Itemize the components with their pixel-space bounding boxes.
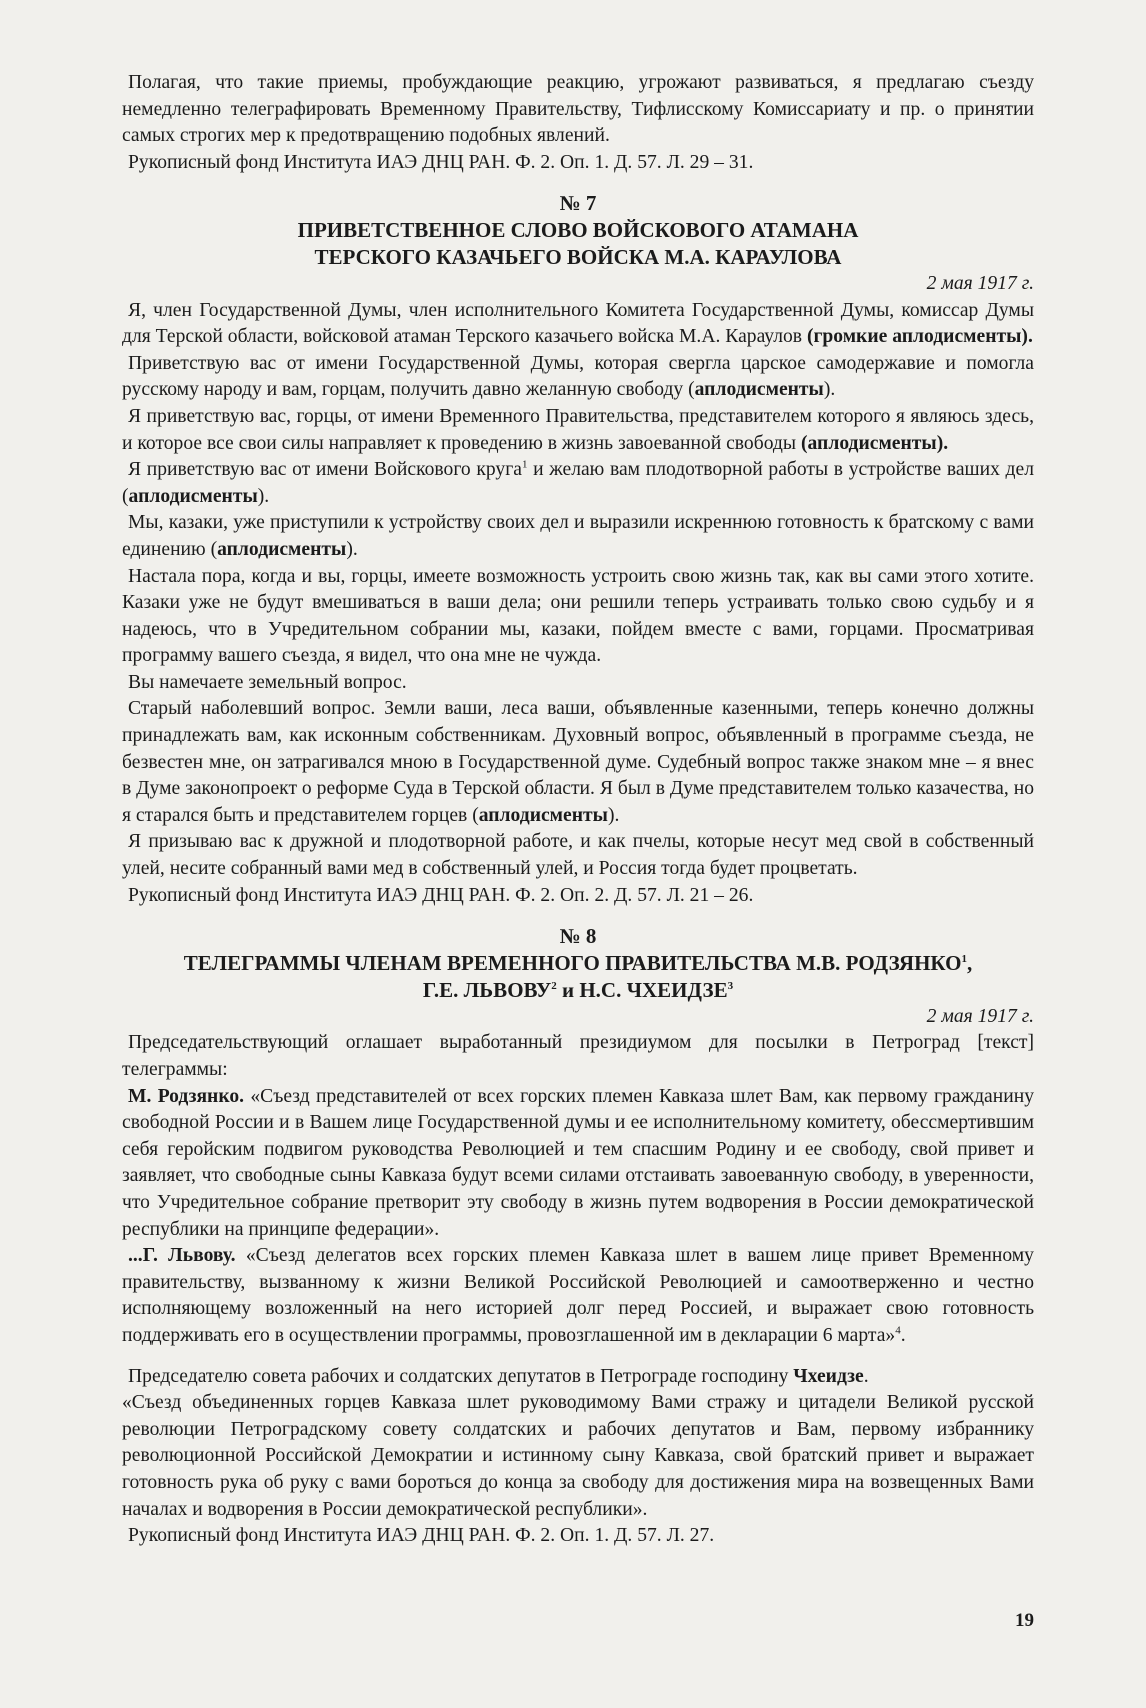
doc7-paragraph: Настала пора, когда и вы, горцы, имеете возможность устроить свою жизнь так, как вы сами этого хотите. Казаки уже не будут вмешиваться в ваши дела; они решили теперь устраивать только свою судьбу и я надеюсь, что в Учредительном собрании мы, казаки, пойдем вместе с вами, горцами. Просматривая программу вашего съезда, я видел, что она мне не чужда.	[122, 565, 1034, 667]
document-8	[122, 923, 1034, 1549]
page-number: 19	[1015, 1610, 1034, 1631]
intro-source-citation: Рукописный фонд Института ИАЭ ДНЦ РАН. Ф. 2. Оп. 1. Д. 57. Л. 29 – 31.	[128, 151, 754, 173]
doc7-paragraph: Я призываю вас к дружной и плодотворной работе, и как пчелы, которые несут мед свой в собственный улей, несите собранный вами мед в собственный улей, и Россия тогда будет процветать.	[122, 831, 1034, 880]
doc7-paragraph: Вы намечаете земельный вопрос.	[128, 671, 407, 693]
doc7-paragraph: Мы, казаки, уже приступили к устройству своих дел и выразили искреннюю готовность к братскому с вами единению (аплодисменты).	[122, 512, 1034, 560]
doc8-source-citation: Рукописный фонд Института ИАЭ ДНЦ РАН. Ф. 2. Оп. 1. Д. 57. Л. 27.	[128, 1525, 715, 1547]
doc7-title-line2: ТЕРСКОГО КАЗАЧЬЕГО ВОЙСКА М.А. КАРАУЛОВА	[314, 244, 842, 269]
doc7-paragraph: Приветствую вас от имени Государственной Думы, которая свергла царское самодержавие и помогла русскому народу и вам, горцам, получить давно желанную свободу (аплодисменты).	[122, 352, 1034, 401]
doc8-number: № 8	[559, 924, 597, 949]
doc8-paragraph: Председательствующий оглашает выработанный президиумом для посылки в Петроград [текст] телеграммы:	[122, 1032, 1034, 1080]
intro-paragraph: Полагая, что такие приемы, пробуждающие реакцию, угрожают развиваться, я предлагаю съезду немедленно телеграфировать Временному Правительству, Тифлисскому Комиссариату и пр. о принятии самых строгих мер к предотвращению подобных явлений.	[122, 72, 1034, 147]
footnote-marker: 1	[521, 458, 528, 471]
doc8-paragraph: Председателю совета рабочих и солдатских депутатов в Петрограде господину Чхеидзе.	[128, 1365, 869, 1387]
footnote-marker: 4	[895, 1324, 901, 1337]
doc7-paragraph: Я приветствую вас, горцы, от имени Временного Правительства, представителем которого я являюсь здесь, и которое все свои силы направляет к проведению в жизнь завоеванной свободы (аплодисменты).	[122, 405, 1034, 454]
doc7-paragraph: Я, член Государственной Думы, член исполнительного Комитета Государственной Думы, комиссар Думы для Терской области, войсковой атаман Терского казачьего войска М.А. Караулов (громкие аплодисменты).	[122, 299, 1034, 348]
doc8-title-line1: ТЕЛЕГРАММЫ ЧЛЕНАМ ВРЕМЕННОГО ПРАВИТЕЛЬСТВА М.В. РОДЗЯНКО$^1$,	[183, 950, 973, 975]
doc8-paragraph: «Съезд объединенных горцев Кавказа шлет руководимому Вами стражу и цитадели Великой русской революции Петроградскому совету солдатских и рабочих депутатов и Вам, первому избраннику революционной Российской Демократии и истинному сыну Кавказа, свой братский привет и выражает готовность рука об руку с вами бороться до конца за свободу для достижения мира на возвещенных Вами началах и водворения в России демократической республики».	[122, 1392, 1034, 1520]
doc7-number: № 7	[559, 191, 597, 216]
document-7	[122, 190, 1034, 909]
doc7-source-citation: Рукописный фонд Института ИАЭ ДНЦ РАН. Ф. 2. Оп. 2. Д. 57. Л. 21 – 26.	[128, 884, 754, 906]
doc8-paragraph: ...Г. Львову. «Съезд делегатов всех горских племен Кавказа шлет в вашем лице привет Временному правительству, вызванному к жизни Великой Российской Революцией и самоотверженно и честно исполняющему возложенный на него историей долг перед Россией, и выражает свою готовность поддерживать его в осуществлении программы, провозглашенной им в декларации 6 марта»$^4$.	[122, 1245, 1034, 1346]
doc8-paragraph: М. Родзянко. «Съезд представителей от всех горских племен Кавказа шлет Вам, как первому гражданину свободной России и в Вашем лице Государственной думы и ее исполнительному комитету, обессмертившим себя геройским подвигом руководства Революцией и тем спасшим Родину и ее свободу, свой привет и заявляет, что свободные сыны Кавказа будут всеми силами отстаивать завоеванную свободу, в уверенности, что Учредительное собрание претворит эту свободу в жизнь путем водворения в России демократической республики на принципе федерации».	[122, 1085, 1034, 1240]
doc7-title-line1: ПРИВЕТСТВЕННОЕ СЛОВО ВОЙСКОВОГО АТАМАНА	[297, 217, 859, 242]
doc8-title-line2: Г.Е. ЛЬВОВУ$^2$ и Н.С. ЧХЕИДЗЕ$^3$	[422, 977, 734, 1002]
doc7-paragraph: Старый наболевший вопрос. Земли ваши, леса ваши, объявленные казенными, теперь конечно должны принадлежать вам, как исконным собственникам. Духовный вопрос, объявленный в программе съезда, не безвестен мне, он затрагивался мною в Государственной думе. Судебный вопрос также знаком мне – я внес в Думе законопроект о реформе Суда в Терской области. Я был в Думе представителем только казачества, но я старался быть и представителем горцев (аплодисменты).	[122, 698, 1034, 826]
doc7-date: 2 мая 1917 г.	[926, 272, 1034, 294]
doc8-date: 2 мая 1917 г.	[926, 1005, 1034, 1027]
doc7-paragraph: Я приветствую вас от имени Войскового круга$^1$ и желаю вам плодотворной работы в устройстве ваших дел (аплодисменты).	[122, 458, 1034, 507]
